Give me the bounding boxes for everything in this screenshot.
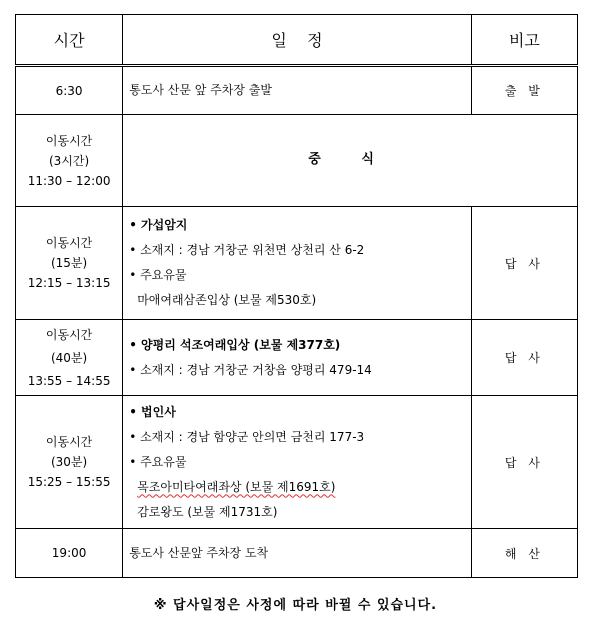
time-line: (3시간) bbox=[49, 153, 90, 168]
schedule-cell bbox=[123, 529, 472, 578]
time-line: (30분) bbox=[50, 455, 88, 469]
note-cell: 답 사 bbox=[471, 207, 577, 320]
schedule-cell bbox=[123, 207, 472, 320]
table-header-row bbox=[16, 15, 578, 66]
schedule-line: • 주요유물 bbox=[129, 268, 187, 282]
time-line: (40분) bbox=[50, 350, 88, 365]
note-cell: 답 사 bbox=[471, 396, 577, 529]
time-cell bbox=[16, 320, 123, 396]
site-title: • 가섭암지 bbox=[129, 218, 188, 232]
time-cell bbox=[16, 207, 123, 320]
note-cell: 출 발 bbox=[471, 66, 577, 115]
time-cell bbox=[16, 529, 123, 578]
schedule-line: • 소재지 : 경남 함양군 안의면 금천리 177-3 bbox=[129, 429, 365, 444]
table-row bbox=[16, 115, 578, 207]
schedule-line: 통도사 산문 앞 주차장 출발 bbox=[129, 83, 272, 97]
schedule-line bbox=[129, 475, 471, 500]
time-line: 6:30 bbox=[55, 83, 83, 98]
header-time: 시간 bbox=[16, 15, 123, 66]
table-row bbox=[16, 396, 578, 529]
time-line: 11:30 – 12:00 bbox=[27, 173, 111, 188]
schedule-line: • 주요유물 bbox=[129, 454, 187, 469]
lunch-cell: 중 식 bbox=[123, 115, 578, 207]
schedule-cell bbox=[123, 66, 472, 115]
time-cell bbox=[16, 66, 123, 115]
time-line: (15분) bbox=[50, 256, 88, 270]
time-line: 13:55 – 14:55 bbox=[27, 373, 111, 388]
schedule-line: 마애여래삼존입상 (보물 제530호) bbox=[137, 293, 317, 307]
table-row bbox=[16, 529, 578, 578]
schedule-table bbox=[15, 14, 578, 578]
header-note: 비고 bbox=[471, 15, 577, 66]
schedule-cell bbox=[123, 320, 472, 396]
schedule-line: 감로왕도 (보물 제1731호) bbox=[137, 504, 278, 519]
time-line: 이동시간 bbox=[45, 327, 93, 342]
time-line: 12:15 – 13:15 bbox=[27, 276, 111, 290]
table-row bbox=[16, 66, 578, 115]
time-line: 이동시간 bbox=[45, 435, 93, 449]
time-line: 이동시간 bbox=[45, 133, 93, 148]
relic-name: 목조아미타여래좌상 (보물 제1691호) bbox=[137, 479, 336, 494]
schedule-cell bbox=[123, 396, 472, 529]
site-title: • 양평리 석조여래입상 (보물 제377호) bbox=[129, 337, 341, 352]
table-row bbox=[16, 207, 578, 320]
schedule-line: • 소재지 : 경남 거창군 거창읍 양평리 479-14 bbox=[129, 362, 372, 377]
footer-notice: ※ 답사일정은 사정에 따라 바뀔 수 있습니다. bbox=[153, 598, 438, 613]
time-line: 19:00 bbox=[51, 546, 87, 560]
time-line: 이동시간 bbox=[45, 236, 93, 250]
time-line: 15:25 – 15:55 bbox=[27, 475, 111, 489]
header-schedule: 일 정 bbox=[123, 15, 472, 66]
note-cell: 해 산 bbox=[471, 529, 577, 578]
time-cell bbox=[16, 115, 123, 207]
schedule-line: 통도사 산문앞 주차장 도착 bbox=[129, 545, 269, 560]
time-cell bbox=[16, 396, 123, 529]
schedule-line: • 소재지 : 경남 거창군 위천면 상천리 산 6-2 bbox=[129, 243, 365, 257]
table-row bbox=[16, 320, 578, 396]
note-cell: 답 사 bbox=[471, 320, 577, 396]
site-title: • 법인사 bbox=[129, 404, 176, 419]
